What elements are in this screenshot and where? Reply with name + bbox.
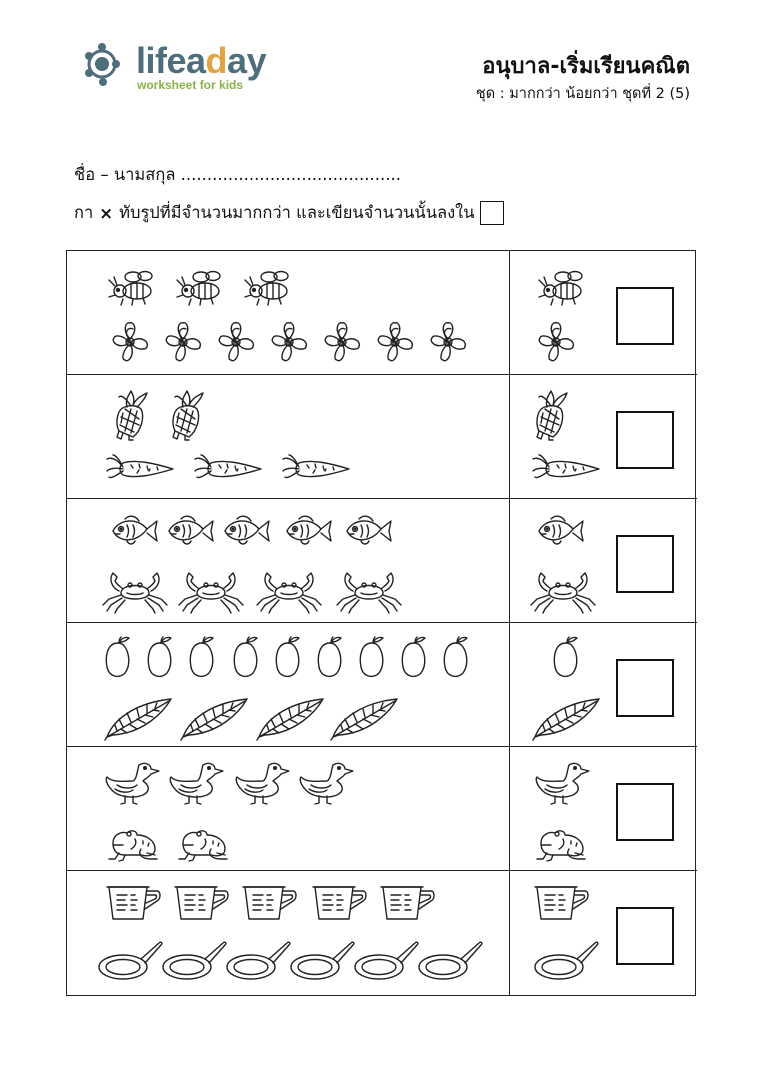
page-title: อนุบาล-เริ่มเรียนคณิต	[482, 54, 690, 79]
mango-icon	[357, 635, 387, 681]
pineapple-icon	[531, 387, 573, 441]
column-divider	[509, 747, 510, 870]
carrot-icon	[105, 453, 177, 485]
flower-icon	[319, 319, 365, 365]
column-divider	[509, 499, 510, 622]
exercise-row	[67, 623, 697, 747]
frog-icon	[175, 823, 229, 863]
mango-icon	[551, 635, 581, 681]
instruction-text: ทับรูปที่มีจำนวนมากกว่า และเขียนจำนวนนั้นลงใน	[119, 203, 475, 222]
flower-icon	[160, 319, 206, 365]
crab-icon	[101, 569, 169, 615]
answer-box[interactable]	[616, 659, 674, 717]
duck-icon	[297, 759, 355, 805]
flower-icon	[107, 319, 153, 365]
frying-pan-icon	[289, 937, 355, 981]
logo-wordmark: lifeaday	[136, 40, 267, 81]
flower-icon	[372, 319, 418, 365]
leaf-icon	[103, 695, 175, 741]
flower-icon	[213, 319, 259, 365]
duck-icon	[533, 759, 591, 805]
logo-mark-icon	[80, 38, 132, 90]
mango-icon	[145, 635, 175, 681]
carrot-icon	[193, 453, 265, 485]
flower-icon	[533, 319, 579, 365]
frying-pan-icon	[161, 937, 227, 981]
leaf-icon	[531, 695, 603, 741]
frog-icon	[105, 823, 159, 863]
carrot-icon	[281, 453, 353, 485]
flower-icon	[266, 319, 312, 365]
leaf-icon	[329, 695, 401, 741]
measuring-cup-icon	[241, 883, 299, 923]
leaf-icon	[179, 695, 251, 741]
measuring-cup-icon	[173, 883, 231, 923]
mango-icon	[231, 635, 261, 681]
answer-box[interactable]	[616, 535, 674, 593]
logo	[80, 38, 280, 98]
exercise-row	[67, 871, 697, 995]
exercise-row	[67, 499, 697, 623]
column-divider	[509, 623, 510, 746]
frying-pan-icon	[417, 937, 483, 981]
answer-box[interactable]	[616, 411, 674, 469]
crab-icon	[177, 569, 245, 615]
measuring-cup-icon	[311, 883, 369, 923]
fish-icon	[281, 513, 333, 549]
column-divider	[509, 375, 510, 498]
exercise-row	[67, 251, 697, 375]
exercise-grid	[66, 250, 696, 996]
mango-icon	[315, 635, 345, 681]
duck-icon	[233, 759, 291, 805]
mango-icon	[103, 635, 133, 681]
answer-box[interactable]	[616, 783, 674, 841]
instruction-prefix: กา	[74, 203, 94, 222]
frying-pan-icon	[225, 937, 291, 981]
crab-icon	[529, 569, 597, 615]
column-divider	[509, 251, 510, 374]
measuring-cup-icon	[533, 883, 591, 923]
bee-icon	[171, 267, 227, 307]
measuring-cup-icon	[379, 883, 437, 923]
frog-icon	[533, 823, 587, 863]
bee-icon	[239, 267, 295, 307]
bee-icon	[103, 267, 159, 307]
frying-pan-icon	[353, 937, 419, 981]
pineapple-icon	[111, 387, 153, 441]
name-field[interactable]: ชื่อ – นามสกุล ..........................................	[74, 165, 401, 184]
fish-icon	[219, 513, 271, 549]
pineapple-icon	[167, 387, 209, 441]
mango-icon	[399, 635, 429, 681]
sample-answer-box	[480, 201, 504, 225]
instruction	[74, 200, 504, 226]
fish-icon	[107, 513, 159, 549]
answer-box[interactable]	[616, 907, 674, 965]
mango-icon	[273, 635, 303, 681]
duck-icon	[167, 759, 225, 805]
crab-icon	[335, 569, 403, 615]
bee-icon	[533, 267, 589, 307]
fish-icon	[341, 513, 393, 549]
fish-icon	[163, 513, 215, 549]
cross-mark-icon: ×	[99, 203, 114, 223]
answer-box[interactable]	[616, 287, 674, 345]
measuring-cup-icon	[105, 883, 163, 923]
exercise-row	[67, 375, 697, 499]
page-subtitle: ชุด : มากกว่า น้อยกว่า ชุดที่ 2 (5)	[475, 86, 690, 102]
frying-pan-icon	[97, 937, 163, 981]
mango-icon	[187, 635, 217, 681]
fish-icon	[533, 513, 585, 549]
logo-tagline: worksheet for kids	[137, 78, 244, 92]
exercise-row	[67, 747, 697, 871]
column-divider	[509, 871, 510, 995]
leaf-icon	[255, 695, 327, 741]
flower-icon	[425, 319, 471, 365]
crab-icon	[255, 569, 323, 615]
carrot-icon	[531, 453, 603, 485]
mango-icon	[441, 635, 471, 681]
frying-pan-icon	[533, 937, 599, 981]
duck-icon	[103, 759, 161, 805]
